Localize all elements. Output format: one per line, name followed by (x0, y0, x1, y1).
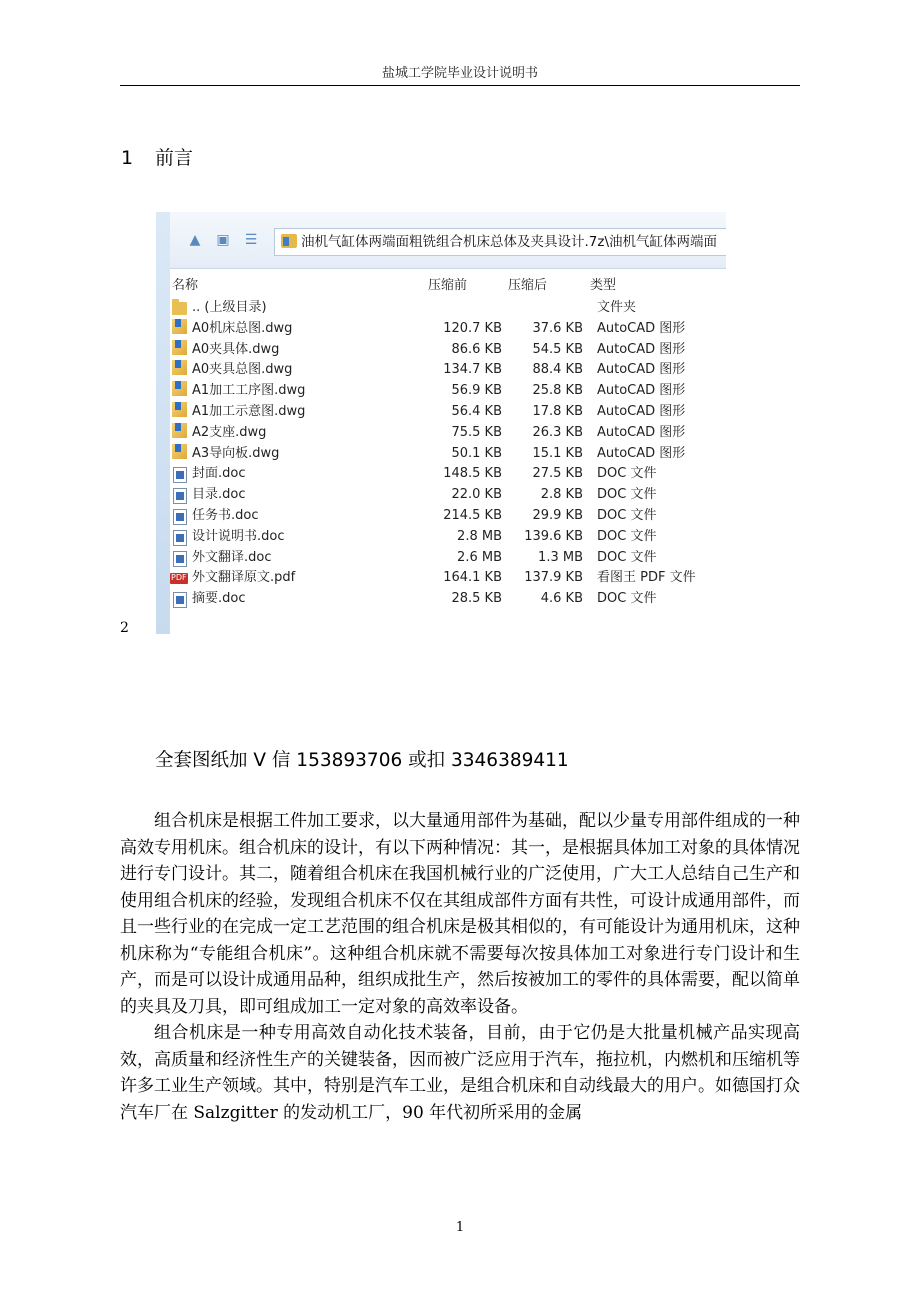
contact-line: 全套图纸加 V 信 153893706 或扣 3346389411 (155, 750, 569, 771)
file-compressed-size: 17.8 KB (532, 403, 583, 419)
file-list (170, 298, 726, 610)
file-type: DOC 文件 (597, 487, 657, 503)
file-size: 2.8 MB (457, 528, 502, 544)
file-type: AutoCAD 图形 (597, 362, 686, 378)
path-field[interactable] (274, 228, 726, 256)
file-row[interactable] (170, 360, 726, 381)
file-size: 2.6 MB (457, 549, 502, 565)
file-name: 外文翻译.doc (192, 549, 272, 565)
archive-folder-icon (281, 234, 297, 248)
file-compressed-size: 2.8 KB (540, 487, 583, 503)
file-row[interactable] (170, 319, 726, 340)
file-name: A2支座.dwg (192, 424, 267, 440)
file-name: 封面.doc (192, 466, 246, 482)
file-compressed-size: 29.9 KB (532, 507, 583, 523)
paragraph: 组合机床是根据工件加工要求，以大量通用部件为基础，配以少量专用部件组成的一种高效专用机床。组合机床的设计，有以下两种情况：其一，是根据具体加工对象的具体情况进行专门设计。其二，随着组合机床在我国机械行业的广泛使用，广大工人总结自己生产和使用组合机床的经验，发现组合机床不仅在其组成部件方面有共性，可设计成通用部件，而且一些行业的在完成一定工艺范围的组合机床是极其相似的，有可能设计为通用机床，这种机床称为“专能组合机床”。这种组合机床就不需要每次按具体加工对象进行专门设计和生产，而是可以设计成通用品种，组织成批生产，然后按被加工的零件的具体需要，配以简单的夹具及刀具，即可组成加工一定对象的高效率设备。 (120, 811, 800, 1017)
file-name: A1加工工序图.dwg (192, 383, 306, 399)
file-name: .. (上级目录) (192, 300, 267, 315)
section-heading (121, 145, 193, 171)
paragraph: 组合机床是一种专用高效自动化技术装备，目前，由于它仍是大批量机械产品实现高效，高质量和经济性生产的关键装备，因而被广泛应用于汽车，拖拉机，内燃机和压缩机等许多工业生产领域。其中，特别是汽车工业，是组合机床和自动线最大的用户。如德国打众汽车厂在 Salzgitter 的发动机工厂，90 年代初所采用的金属 (120, 1023, 800, 1123)
file-name: 摘要.doc (192, 591, 246, 607)
archive-screenshot (156, 212, 726, 634)
file-compressed-size: 139.6 KB (524, 528, 583, 544)
file-compressed-size: 37.6 KB (532, 320, 583, 336)
section-number: 1 (121, 147, 134, 169)
file-name: A0夹具体.dwg (192, 341, 280, 357)
file-compressed-size: 1.3 MB (538, 549, 583, 565)
body-text (120, 808, 800, 1126)
list-view-icon[interactable]: ☰ (244, 232, 258, 248)
file-size: 120.7 KB (443, 320, 502, 336)
column-header-size[interactable]: 压缩前 (428, 278, 468, 293)
file-size: 22.0 KB (451, 487, 502, 503)
dwg-file-icon (172, 444, 187, 459)
file-name: A3导向板.dwg (192, 445, 280, 461)
pdf-file-icon (170, 573, 188, 584)
dwg-file-icon (172, 319, 187, 334)
file-compressed-size: 88.4 KB (532, 362, 583, 378)
file-type: 看图王 PDF 文件 (597, 570, 696, 586)
page-header: 盐城工学院毕业设计说明书 (381, 66, 538, 81)
file-row[interactable] (170, 568, 726, 589)
dwg-file-icon (172, 340, 187, 355)
view-icon[interactable]: ▣ (216, 232, 230, 248)
file-name: 目录.doc (192, 487, 246, 503)
column-header-type[interactable]: 类型 (590, 278, 617, 293)
file-compressed-size: 4.6 KB (540, 591, 583, 607)
file-compressed-size: 54.5 KB (532, 341, 583, 357)
file-row[interactable] (170, 402, 726, 423)
file-size: 75.5 KB (451, 424, 502, 440)
file-type: AutoCAD 图形 (597, 383, 686, 399)
file-name: A1加工示意图.dwg (192, 403, 306, 419)
file-compressed-size: 26.3 KB (532, 424, 583, 440)
dwg-file-icon (172, 360, 187, 375)
file-row[interactable] (170, 527, 726, 548)
file-size: 148.5 KB (443, 466, 502, 482)
file-type: DOC 文件 (597, 549, 657, 565)
folder-file-icon (172, 302, 187, 315)
file-size: 28.5 KB (451, 591, 502, 607)
file-row[interactable] (170, 298, 726, 319)
file-row[interactable] (170, 506, 726, 527)
file-name: 任务书.doc (192, 507, 259, 523)
file-type: AutoCAD 图形 (597, 341, 686, 357)
file-size: 56.9 KB (451, 383, 502, 399)
file-compressed-size: 137.9 KB (524, 570, 583, 586)
file-size: 134.7 KB (443, 362, 502, 378)
file-name: 设计说明书.doc (192, 528, 285, 544)
up-arrow-icon[interactable]: ▲ (189, 232, 201, 248)
doc-file-icon (173, 530, 187, 546)
file-size: 56.4 KB (451, 403, 502, 419)
file-compressed-size: 15.1 KB (532, 445, 583, 461)
column-header-name[interactable]: 名称 (172, 278, 199, 293)
file-row[interactable] (170, 423, 726, 444)
file-size: 214.5 KB (443, 507, 502, 523)
file-row[interactable] (170, 485, 726, 506)
doc-file-icon (173, 551, 187, 567)
file-name: A0机床总图.dwg (192, 320, 293, 336)
file-type: AutoCAD 图形 (597, 403, 686, 419)
file-size: 86.6 KB (451, 341, 502, 357)
file-type: DOC 文件 (597, 466, 657, 482)
header-rule (120, 85, 800, 86)
file-row[interactable] (170, 589, 726, 610)
file-size: 50.1 KB (451, 445, 502, 461)
doc-file-icon (173, 467, 187, 483)
file-row[interactable] (170, 340, 726, 361)
file-type: DOC 文件 (597, 507, 657, 523)
column-header-compressed[interactable]: 压缩后 (508, 278, 548, 293)
page-number: 1 (455, 1220, 465, 1235)
file-type: DOC 文件 (597, 591, 657, 607)
dwg-file-icon (172, 402, 187, 417)
file-size: 164.1 KB (443, 570, 502, 586)
file-type: AutoCAD 图形 (597, 424, 686, 440)
section-title: 前言 (155, 147, 194, 169)
doc-file-icon (173, 509, 187, 525)
column-headers (170, 272, 726, 292)
dwg-file-icon (172, 423, 187, 438)
nav-pane-strip (156, 212, 170, 634)
file-compressed-size: 25.8 KB (532, 383, 583, 399)
path-text: 油机气缸体两端面粗铣组合机床总体及夹具设计.7z\油机气缸体两端面 (301, 234, 718, 250)
file-name: 外文翻译原文.pdf (192, 570, 296, 586)
dwg-file-icon (172, 381, 187, 396)
file-row[interactable] (170, 444, 726, 465)
file-type: AutoCAD 图形 (597, 320, 686, 336)
address-bar (170, 212, 726, 269)
file-type: AutoCAD 图形 (597, 445, 686, 461)
file-row[interactable] (170, 548, 726, 569)
file-row[interactable] (170, 381, 726, 402)
doc-file-icon (173, 488, 187, 504)
file-row[interactable] (170, 464, 726, 485)
file-type: 文件夹 (597, 300, 637, 315)
doc-file-icon (173, 592, 187, 608)
file-type: DOC 文件 (597, 528, 657, 544)
file-compressed-size: 27.5 KB (532, 466, 583, 482)
file-name: A0夹具总图.dwg (192, 362, 293, 378)
figure-label: 2 (120, 620, 129, 636)
